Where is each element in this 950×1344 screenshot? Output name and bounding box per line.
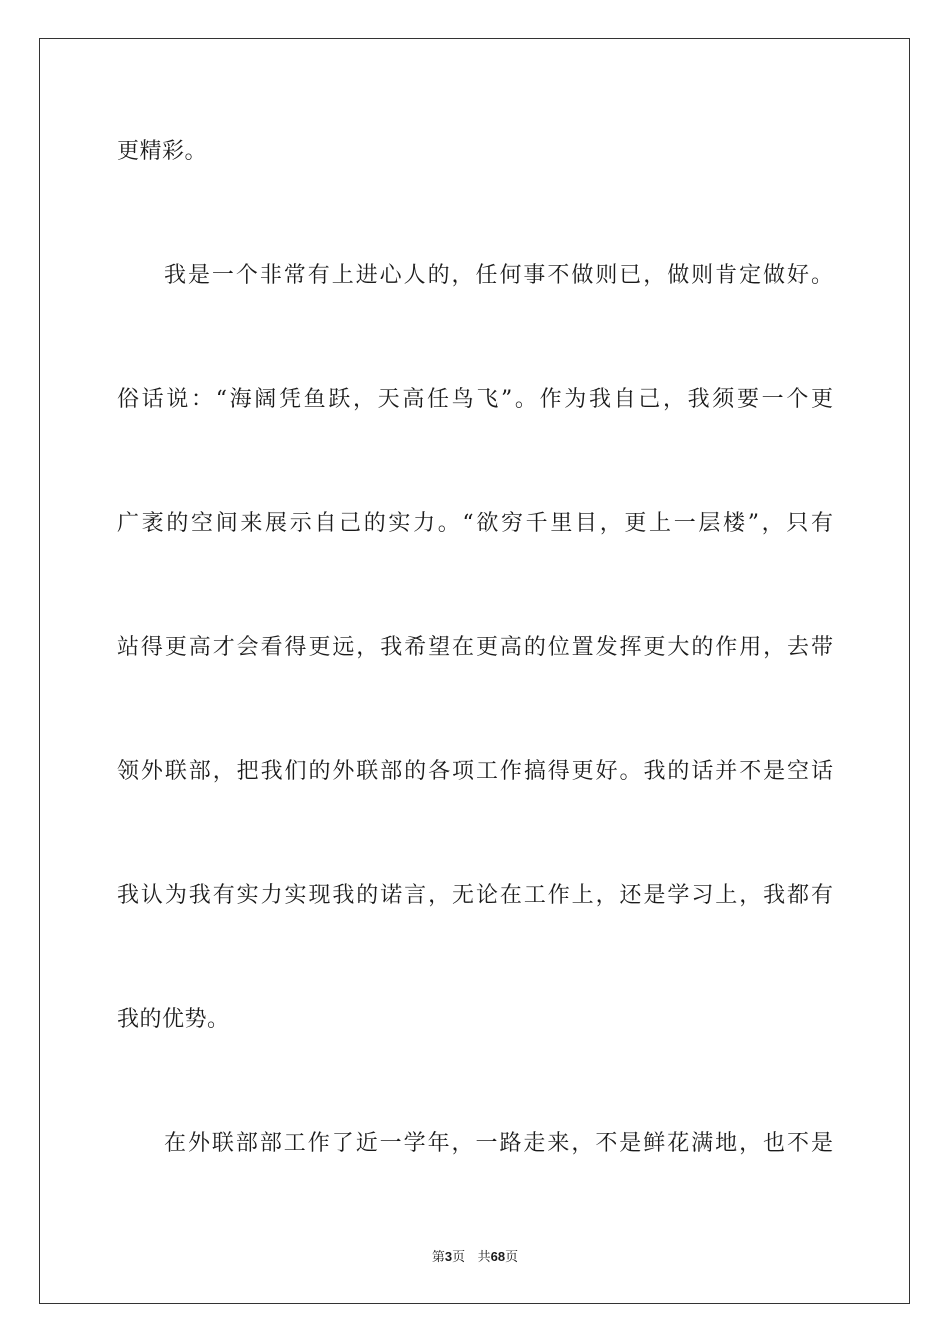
page-footer bbox=[0, 1248, 950, 1267]
paragraph-line-9: 在外联部部工作了近一学年，一路走来，不是鲜花满地，也不是 bbox=[164, 1131, 833, 1156]
paragraph-line-1: 更精彩。 bbox=[117, 139, 208, 164]
page-unit: 页 bbox=[452, 1250, 466, 1265]
paragraph-line-7: 我认为我有实力实现我的诺言，无论在工作上，还是学习上，我都有 bbox=[117, 883, 833, 908]
page-prefix: 第 bbox=[431, 1250, 445, 1265]
paragraph-line-2: 我是一个非常有上进心人的，任何事不做则已，做则肯定做好。 bbox=[164, 263, 833, 288]
page-border bbox=[39, 38, 910, 1304]
page-current: 3 bbox=[444, 1249, 453, 1264]
paragraph-line-3: 俗话说：“海阔凭鱼跃，天高任鸟飞”。作为我自己，我须要一个更 bbox=[117, 387, 833, 412]
page-total: 68 bbox=[490, 1249, 506, 1264]
paragraph-line-8: 我的优势。 bbox=[117, 1007, 230, 1032]
paragraph-line-4: 广袤的空间来展示自己的实力。“欲穷千里目，更上一层楼”，只有 bbox=[117, 511, 833, 536]
paragraph-line-6: 领外联部，把我们的外联部的各项工作搞得更好。我的话并不是空话 bbox=[117, 759, 833, 784]
total-unit: 页 bbox=[505, 1250, 519, 1265]
total-prefix: 共 bbox=[477, 1250, 491, 1265]
paragraph-line-5: 站得更高才会看得更远，我希望在更高的位置发挥更大的作用，去带 bbox=[117, 635, 833, 660]
